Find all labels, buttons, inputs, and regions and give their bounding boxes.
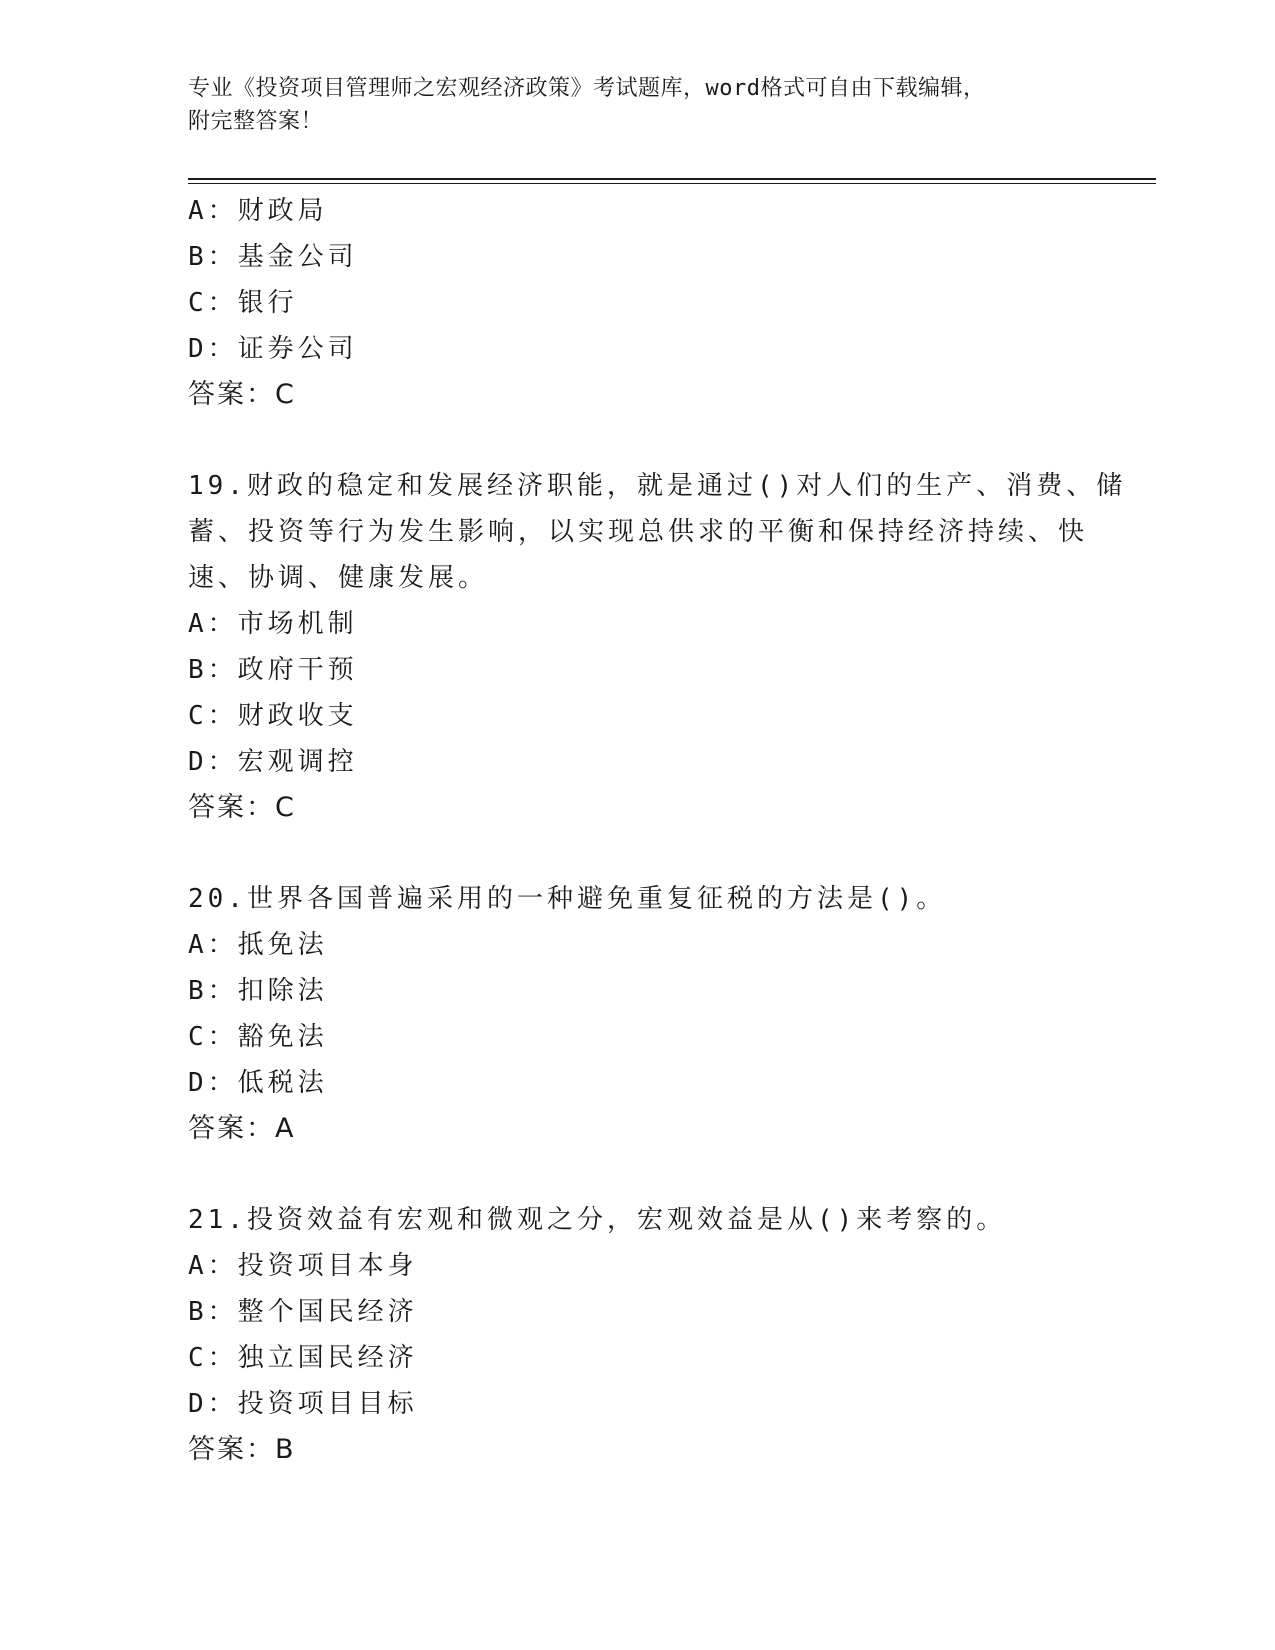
option-d: D：证券公司 [188, 334, 358, 364]
option-d: D：投资项目目标 [188, 1389, 418, 1419]
header-line-1: 专业《投资项目管理师之宏观经济政策》考试题库，word格式可自由下载编辑， [188, 76, 986, 101]
document-header [188, 72, 1068, 138]
option-c: C：独立国民经济 [188, 1343, 418, 1373]
option-d: D：宏观调控 [188, 747, 358, 777]
option-b: B：整个国民经济 [188, 1297, 418, 1327]
option-b: B：政府干预 [188, 655, 358, 685]
option-c: C：豁免法 [188, 1022, 328, 1052]
header-line-2: 附完整答案！ [188, 109, 324, 134]
question-spacer [188, 418, 1088, 463]
option-c: C：银行 [188, 288, 298, 318]
header-divider-thick [188, 178, 1156, 180]
question-text-line-2: 蓄、投资等行为发生影响，以实现总供求的平衡和保持经济持续、快 [188, 517, 1089, 547]
option-b: B：基金公司 [188, 242, 358, 272]
answer-line: 答案：C [188, 379, 296, 410]
answer-line: 答案：C [188, 792, 296, 823]
option-a: A：抵免法 [188, 930, 328, 960]
option-c: C：财政收支 [188, 701, 358, 731]
option-b: B：扣除法 [188, 976, 328, 1006]
answer-line: 答案：B [188, 1434, 296, 1465]
question-spacer [188, 1152, 1088, 1197]
answer-line: 答案：A [188, 1113, 296, 1144]
option-a: A：投资项目本身 [188, 1251, 418, 1281]
question-list [188, 188, 1127, 1473]
question-20 [188, 876, 1088, 1152]
question-text-line-3: 速、协调、健康发展。 [188, 563, 489, 593]
question-18 [188, 188, 1088, 418]
option-a: A：财政局 [188, 196, 328, 226]
question-19 [188, 463, 1127, 831]
question-text: 21.投资效益有宏观和微观之分，宏观效益是从()来考察的。 [188, 1205, 1007, 1235]
question-text: 20.世界各国普遍采用的一种避免重复征税的方法是()。 [188, 884, 947, 914]
question-spacer [188, 831, 1088, 876]
header-divider-thin [188, 183, 1156, 184]
question-text-line-1: 19.财政的稳定和发展经济职能，就是通过()对人们的生产、消费、储 [188, 471, 1127, 501]
option-d: D：低税法 [188, 1068, 328, 1098]
question-21 [188, 1197, 1088, 1473]
option-a: A：市场机制 [188, 609, 358, 639]
